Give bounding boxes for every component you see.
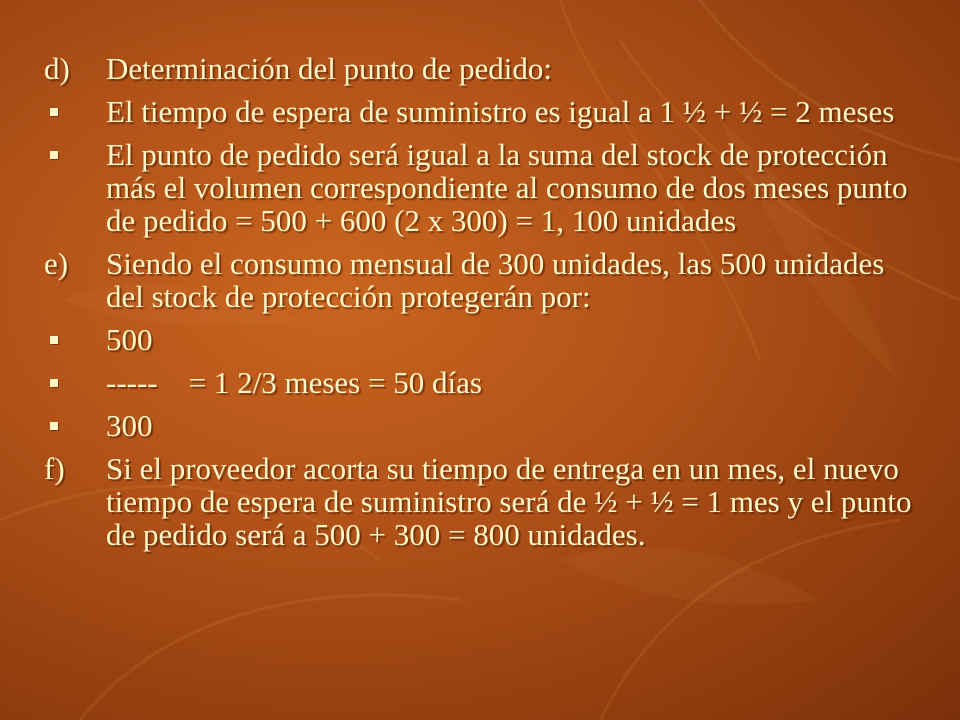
bullet-text: ----- = 1 2/3 meses = 50 días <box>106 365 482 400</box>
section-f-text: Si el proveedor acorta su tiempo de entrega en un mes, el nuevo tiempo de espera de suministro será de ½ + ½ = 1 mes y el punto de pedido será a 500 + 300 = 800 unidades. <box>106 451 912 552</box>
section-f-label: f) <box>44 451 65 486</box>
bullet-text: El tiempo de espera de suministro es igual a 1 ½ + ½ = 2 meses <box>106 94 895 129</box>
section-d-text: Determinación del punto de pedido: <box>106 51 552 86</box>
bullet-item <box>44 323 924 356</box>
slide-content <box>44 52 924 561</box>
square-bullet-icon <box>50 422 58 430</box>
bullet-text: El punto de pedido será igual a la suma del stock de protección más el volumen correspondiente al consumo de dos meses punto de pedido = 500 + 600 (2 x 300) = 1, 100 unidades <box>106 137 908 238</box>
bullet-item <box>44 409 924 442</box>
square-bullet-icon <box>50 151 58 159</box>
bullet-item <box>44 95 924 128</box>
square-bullet-icon <box>50 379 58 387</box>
section-e-text: Siendo el consumo mensual de 300 unidades, las 500 unidades del stock de protección protegerán por: <box>106 246 885 314</box>
section-d <box>44 52 924 85</box>
square-bullet-icon <box>50 108 58 116</box>
section-d-label: d) <box>44 51 70 86</box>
square-bullet-icon <box>50 336 58 344</box>
bullet-text: 300 <box>106 408 153 443</box>
bullet-text: 500 <box>106 322 153 357</box>
bullet-item <box>44 138 924 237</box>
section-e-label: e) <box>44 246 69 281</box>
bullet-item <box>44 366 924 399</box>
section-f <box>44 452 924 551</box>
section-e <box>44 247 924 313</box>
